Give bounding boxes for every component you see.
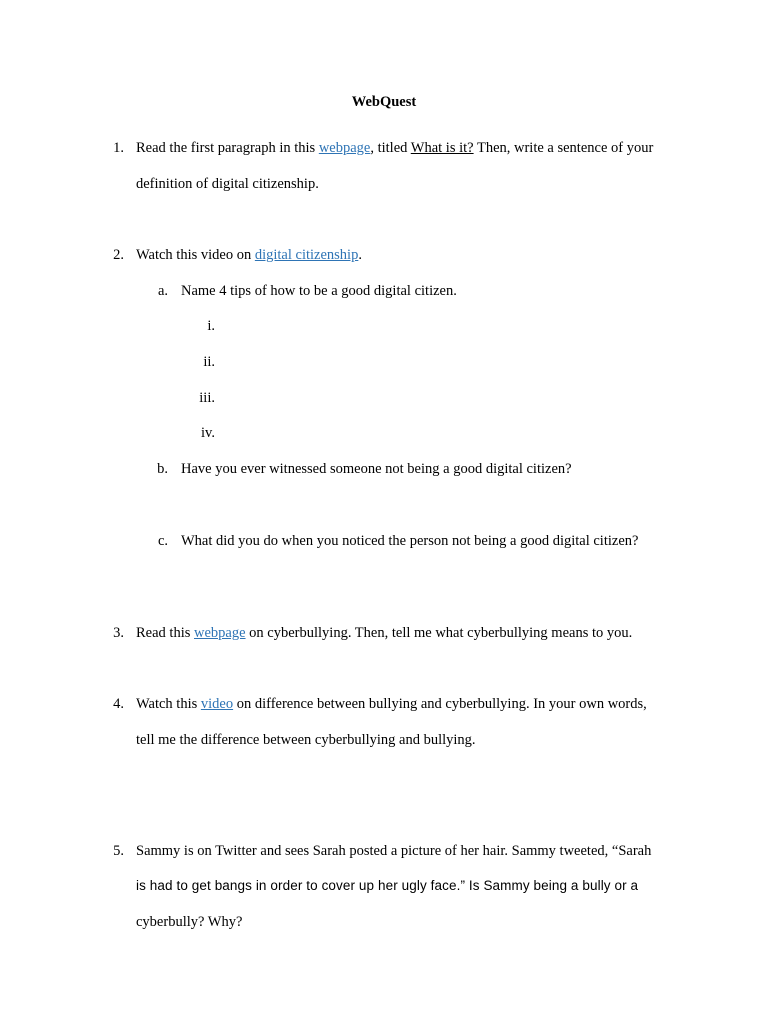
q3-text-after: on cyberbullying. Then, tell me what cyberbullying means to you. <box>245 625 633 641</box>
q2-text-after: . <box>358 247 362 263</box>
q2-number: 2. <box>113 247 124 263</box>
q1-line2: definition of digital citizenship. <box>136 176 319 192</box>
q4-number: 4. <box>113 696 124 712</box>
q1-line1 <box>136 138 653 158</box>
q2-line1 <box>136 245 362 265</box>
q1-number: 1. <box>113 140 124 156</box>
page-title: WebQuest <box>351 94 417 110</box>
q5-line3: cyberbully? Why? <box>136 914 243 930</box>
q4-text-after: on difference between bullying and cyberbullying. In your own words, <box>233 696 647 712</box>
q2c-marker: c. <box>157 533 168 549</box>
q2a-numeral-3: iii. <box>199 390 215 406</box>
q1-text-mid: , titled <box>370 140 411 156</box>
q5-number: 5. <box>113 843 124 859</box>
q2-digital-citizenship-link[interactable]: digital citizenship <box>254 247 359 263</box>
q2b-text: Have you ever witnessed someone not being a good digital citizen? <box>181 461 572 477</box>
q1-text-before: Read the first paragraph in this <box>136 140 319 156</box>
q2a-numeral-2: ii. <box>203 354 215 370</box>
q1-webpage-link[interactable]: webpage <box>318 140 371 156</box>
q5-line2: is had to get bangs in order to cover up her ugly face.” Is Sammy being a bully or a <box>136 878 639 893</box>
q4-video-link[interactable]: video <box>200 696 234 712</box>
q3-line1 <box>136 623 632 643</box>
q4-line1 <box>136 694 647 714</box>
q3-number: 3. <box>113 625 124 641</box>
q2a-numeral-4: iv. <box>201 425 215 441</box>
q3-webpage-link[interactable]: webpage <box>194 625 246 641</box>
q2b-marker: b. <box>157 461 168 477</box>
q2a-marker: a. <box>157 283 168 299</box>
q1-text-after: Then, write a sentence of your <box>473 140 654 156</box>
q4-text-before: Watch this <box>136 696 201 712</box>
q1-what-is-it: What is it? <box>410 140 474 156</box>
q4-line2: tell me the difference between cyberbullying and bullying. <box>136 732 476 748</box>
q2c-text: What did you do when you noticed the person not being a good digital citizen? <box>181 533 639 549</box>
q2-text-before: Watch this video on <box>136 247 255 263</box>
q2a-numeral-1: i. <box>207 318 215 334</box>
q2a-text: Name 4 tips of how to be a good digital citizen. <box>181 283 457 299</box>
q3-text-before: Read this <box>136 625 194 641</box>
q5-line1: Sammy is on Twitter and sees Sarah posted a picture of her hair. Sammy tweeted, “Sarah <box>136 843 652 859</box>
